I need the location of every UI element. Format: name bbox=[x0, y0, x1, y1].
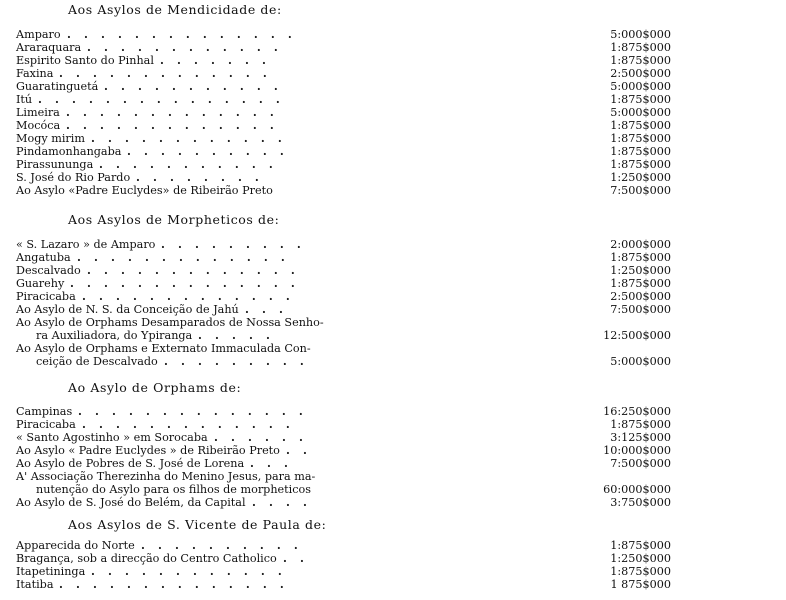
row-amount: 1:875$000 bbox=[610, 251, 671, 264]
row-label: Limeira bbox=[16, 106, 60, 119]
table-row bbox=[16, 303, 672, 316]
row-amount: 1:875$000 bbox=[610, 145, 671, 158]
table-row bbox=[16, 539, 672, 552]
row-amount: 1:875$000 bbox=[610, 158, 671, 171]
table-row bbox=[16, 171, 672, 184]
section-heading: Ao Asylo de Orphams de: bbox=[68, 380, 242, 395]
table-row bbox=[16, 316, 672, 329]
dot-leader: . . . . . . . . . bbox=[164, 354, 309, 368]
row-label: Ao Asylo de S. José do Belém, da Capital bbox=[16, 496, 246, 509]
section-heading: Aos Asylos de Morpheticos de: bbox=[68, 212, 280, 227]
row-amount: 1:875$000 bbox=[610, 539, 671, 552]
dot-leader: . . . . . . bbox=[214, 430, 308, 444]
row-label: Itapetininga bbox=[16, 565, 86, 578]
row-amount: 1 875$000 bbox=[610, 578, 671, 591]
dot-leader: . . . bbox=[250, 456, 293, 470]
dot-leader: . . . . . . . . . . . bbox=[104, 79, 283, 93]
row-label: Mogy mirim bbox=[16, 132, 85, 145]
dot-leader: . . . . bbox=[252, 495, 312, 509]
row-label: Itatiba bbox=[16, 578, 54, 591]
dot-leader: . . . . . . . . . . . . bbox=[91, 564, 287, 578]
row-amount: 16:250$000 bbox=[603, 405, 671, 418]
row-label: Mocóca bbox=[16, 119, 61, 132]
table-row bbox=[16, 158, 672, 171]
dot-leader: . . . . . . . . . . . bbox=[99, 157, 278, 171]
row-amount: 3:125$000 bbox=[610, 431, 671, 444]
row-label: Ao Asylo «Padre Euclydes» de Ribeirão Preto bbox=[16, 184, 273, 197]
row-label: ra Auxiliadora, do Ypiranga bbox=[36, 329, 193, 342]
dot-leader: . . . . . . . . . . . . . bbox=[87, 263, 300, 277]
row-amount: 2:000$000 bbox=[610, 238, 671, 251]
table-row bbox=[16, 457, 672, 470]
row-label: Campinas bbox=[16, 405, 73, 418]
row-label: S. José do Rio Pardo bbox=[16, 171, 131, 184]
row-amount: 10:000$000 bbox=[603, 444, 671, 457]
row-amount: 1:875$000 bbox=[610, 277, 671, 290]
row-amount: 1:250$000 bbox=[610, 171, 671, 184]
row-amount: 1:875$000 bbox=[610, 54, 671, 67]
table-row bbox=[16, 418, 672, 431]
dot-leader: . . . . . . . . bbox=[136, 170, 264, 184]
table-row bbox=[16, 578, 672, 591]
dot-leader: . . . . . . . . . . . . bbox=[87, 40, 283, 54]
row-label: Guaratinguetá bbox=[16, 80, 99, 93]
row-amount: 5:000$000 bbox=[610, 355, 671, 368]
dot-leader: . . . . . . . . . . . . . . . bbox=[38, 92, 285, 106]
row-amount: 60:000$000 bbox=[603, 483, 671, 496]
row-label: Ao Asylo de Orphams e Externato Immaculada Con- bbox=[16, 342, 311, 355]
row-amount: 1:875$000 bbox=[610, 132, 671, 145]
row-label: A' Associação Therezinha do Menino Jesus, para ma- bbox=[16, 470, 316, 483]
dot-leader: . . . . . . . . . . . . . bbox=[66, 118, 279, 132]
row-amount: 1:875$000 bbox=[610, 41, 671, 54]
table-row bbox=[16, 41, 672, 54]
section-heading: Aos Asylos de Mendicidade de: bbox=[68, 2, 282, 17]
table-row bbox=[16, 355, 672, 368]
dot-leader: . . bbox=[286, 443, 312, 457]
row-amount: 7:500$000 bbox=[610, 184, 671, 197]
row-label: Itú bbox=[16, 93, 33, 106]
table-row bbox=[16, 329, 672, 342]
row-amount: 5:000$000 bbox=[610, 28, 671, 41]
row-label: Angatuba bbox=[16, 251, 71, 264]
table-row bbox=[16, 342, 672, 355]
row-amount: 3:750$000 bbox=[610, 496, 671, 509]
row-label: Ao Asylo « Padre Euclydes » de Ribeirão Preto bbox=[16, 444, 280, 457]
dot-leader: . . . . . . . . . . . . . bbox=[82, 289, 295, 303]
dot-leader: . . . . . . . . . . . . . . bbox=[70, 276, 300, 290]
dot-leader: . . . . . . . . . bbox=[161, 237, 306, 251]
row-label: nutenção do Asylo para os filhos de morpheticos bbox=[36, 483, 311, 496]
row-amount: 7:500$000 bbox=[610, 303, 671, 316]
row-label: Amparo bbox=[16, 28, 61, 41]
row-amount: 2:500$000 bbox=[610, 67, 671, 80]
row-label: Bragança, sob a direcção do Centro Catholico bbox=[16, 552, 277, 565]
row-amount: 1:250$000 bbox=[610, 264, 671, 277]
row-label: Araraquara bbox=[16, 41, 82, 54]
row-label: Piracicaba bbox=[16, 418, 76, 431]
row-label: Ao Asylo de Orphams Desamparados de Nossa Senho- bbox=[16, 316, 324, 329]
dot-leader: . . . . . . . . . . . . . bbox=[66, 105, 279, 119]
section-heading: Aos Asylos de S. Vicente de Paula de: bbox=[68, 517, 327, 532]
dot-leader: . . . . . . . . . . bbox=[141, 538, 303, 552]
row-label: « S. Lazaro » de Amparo bbox=[16, 238, 156, 251]
table-row bbox=[16, 431, 672, 444]
row-amount: 7:500$000 bbox=[610, 457, 671, 470]
row-label: Guarehy bbox=[16, 277, 65, 290]
table-row bbox=[16, 132, 672, 145]
row-amount: 1:875$000 bbox=[610, 119, 671, 132]
dot-leader: . . . . . . . . . . . . . bbox=[59, 66, 272, 80]
row-label: Ao Asylo de Pobres de S. José de Lorena bbox=[16, 457, 245, 470]
dot-leader: . . . bbox=[245, 302, 288, 316]
row-amount: 1:875$000 bbox=[610, 565, 671, 578]
row-label: Piracicaba bbox=[16, 290, 76, 303]
row-label: « Santo Agostinho » em Sorocaba bbox=[16, 431, 208, 444]
row-label: Pindamonhangaba bbox=[16, 145, 122, 158]
dot-leader: . . bbox=[283, 551, 309, 565]
dot-leader: . . . . . bbox=[198, 328, 275, 342]
row-amount: 5:000$000 bbox=[610, 80, 671, 93]
row-amount: 1:875$000 bbox=[610, 418, 671, 431]
dot-leader: . . . . . . . . . . bbox=[127, 144, 289, 158]
dot-leader: . . . . . . . . . . . . bbox=[91, 131, 287, 145]
dot-leader: . . . . . . . bbox=[160, 53, 271, 67]
dot-leader: . . . . . . . . . . . . . . bbox=[67, 27, 297, 41]
row-amount: 1:250$000 bbox=[610, 552, 671, 565]
dot-leader: . . . . . . . . . . . . . . bbox=[78, 404, 308, 418]
dot-leader: . . . . . . . . . . . . . bbox=[77, 250, 290, 264]
table-row bbox=[16, 444, 672, 457]
row-label: Espirito Santo do Pinhal bbox=[16, 54, 154, 67]
dot-leader: . . . . . . . . . . . . . . bbox=[59, 577, 289, 591]
row-label: ceição de Descalvado bbox=[36, 355, 158, 368]
row-amount: 1:875$000 bbox=[610, 93, 671, 106]
row-label: Apparecida do Norte bbox=[16, 539, 135, 552]
table-row bbox=[16, 184, 672, 197]
row-label: Descalvado bbox=[16, 264, 81, 277]
row-label: Ao Asylo de N. S. da Conceição de Jahú bbox=[16, 303, 239, 316]
table-row bbox=[16, 483, 672, 496]
row-label: Faxina bbox=[16, 67, 54, 80]
table-row bbox=[16, 290, 672, 303]
row-amount: 2:500$000 bbox=[610, 290, 671, 303]
dot-leader: . . . . . . . . . . . . . bbox=[82, 417, 295, 431]
table-row bbox=[16, 470, 672, 483]
row-amount: 5:000$000 bbox=[610, 106, 671, 119]
table-row bbox=[16, 496, 672, 509]
row-label: Pirassununga bbox=[16, 158, 94, 171]
row-amount: 12:500$000 bbox=[603, 329, 671, 342]
